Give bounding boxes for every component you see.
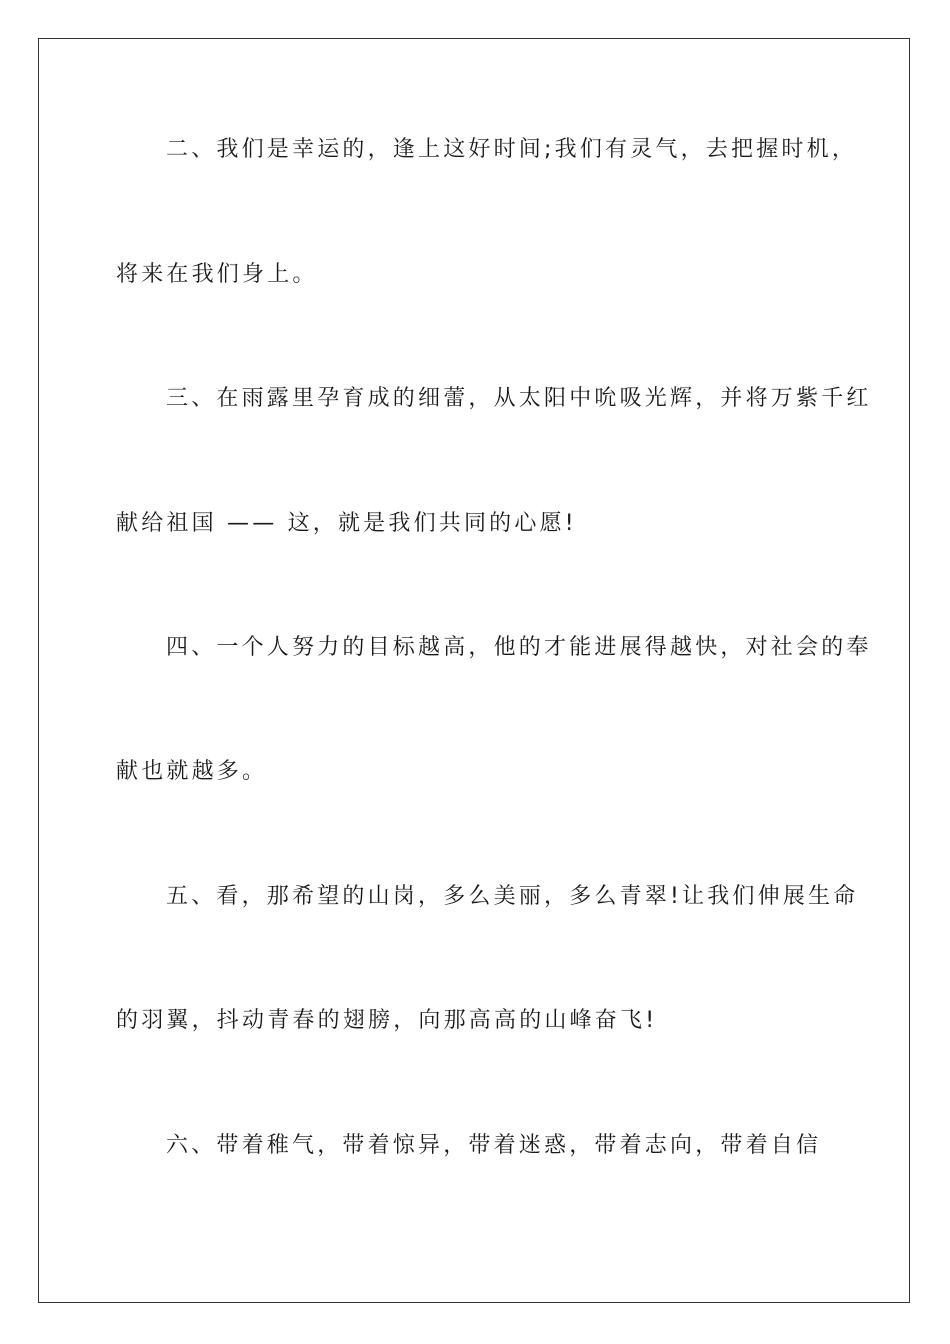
paragraph-5-line-1: 五、看，那希望的山岗，多么美丽，多么青翠!让我们伸展生命 bbox=[166, 884, 859, 909]
paragraph-4-line-2: 献也就越多。 bbox=[116, 759, 268, 784]
paragraph-4-line-1: 四、一个人努力的目标越高，他的才能进展得越快，对社会的奉 bbox=[166, 635, 872, 660]
paragraph-2-line-2: 将来在我们身上。 bbox=[116, 262, 318, 287]
paragraph-6-line-1: 六、带着稚气，带着惊异，带着迷惑，带着志向，带着自信 bbox=[166, 1133, 822, 1158]
page-frame bbox=[38, 38, 910, 1303]
paragraph-3-line-1: 三、在雨露里孕育成的细蕾，从太阳中吮吸光辉，并将万紫千红 bbox=[166, 386, 872, 411]
paragraph-3-line-2: 献给祖国 —— 这，就是我们共同的心愿! bbox=[116, 511, 577, 536]
paragraph-5-line-2: 的羽翼，抖动青春的翅膀，向那高高的山峰奋飞! bbox=[116, 1008, 658, 1033]
paragraph-2-line-1: 二、我们是幸运的，逢上这好时间;我们有灵气，去把握时机， bbox=[166, 137, 858, 162]
